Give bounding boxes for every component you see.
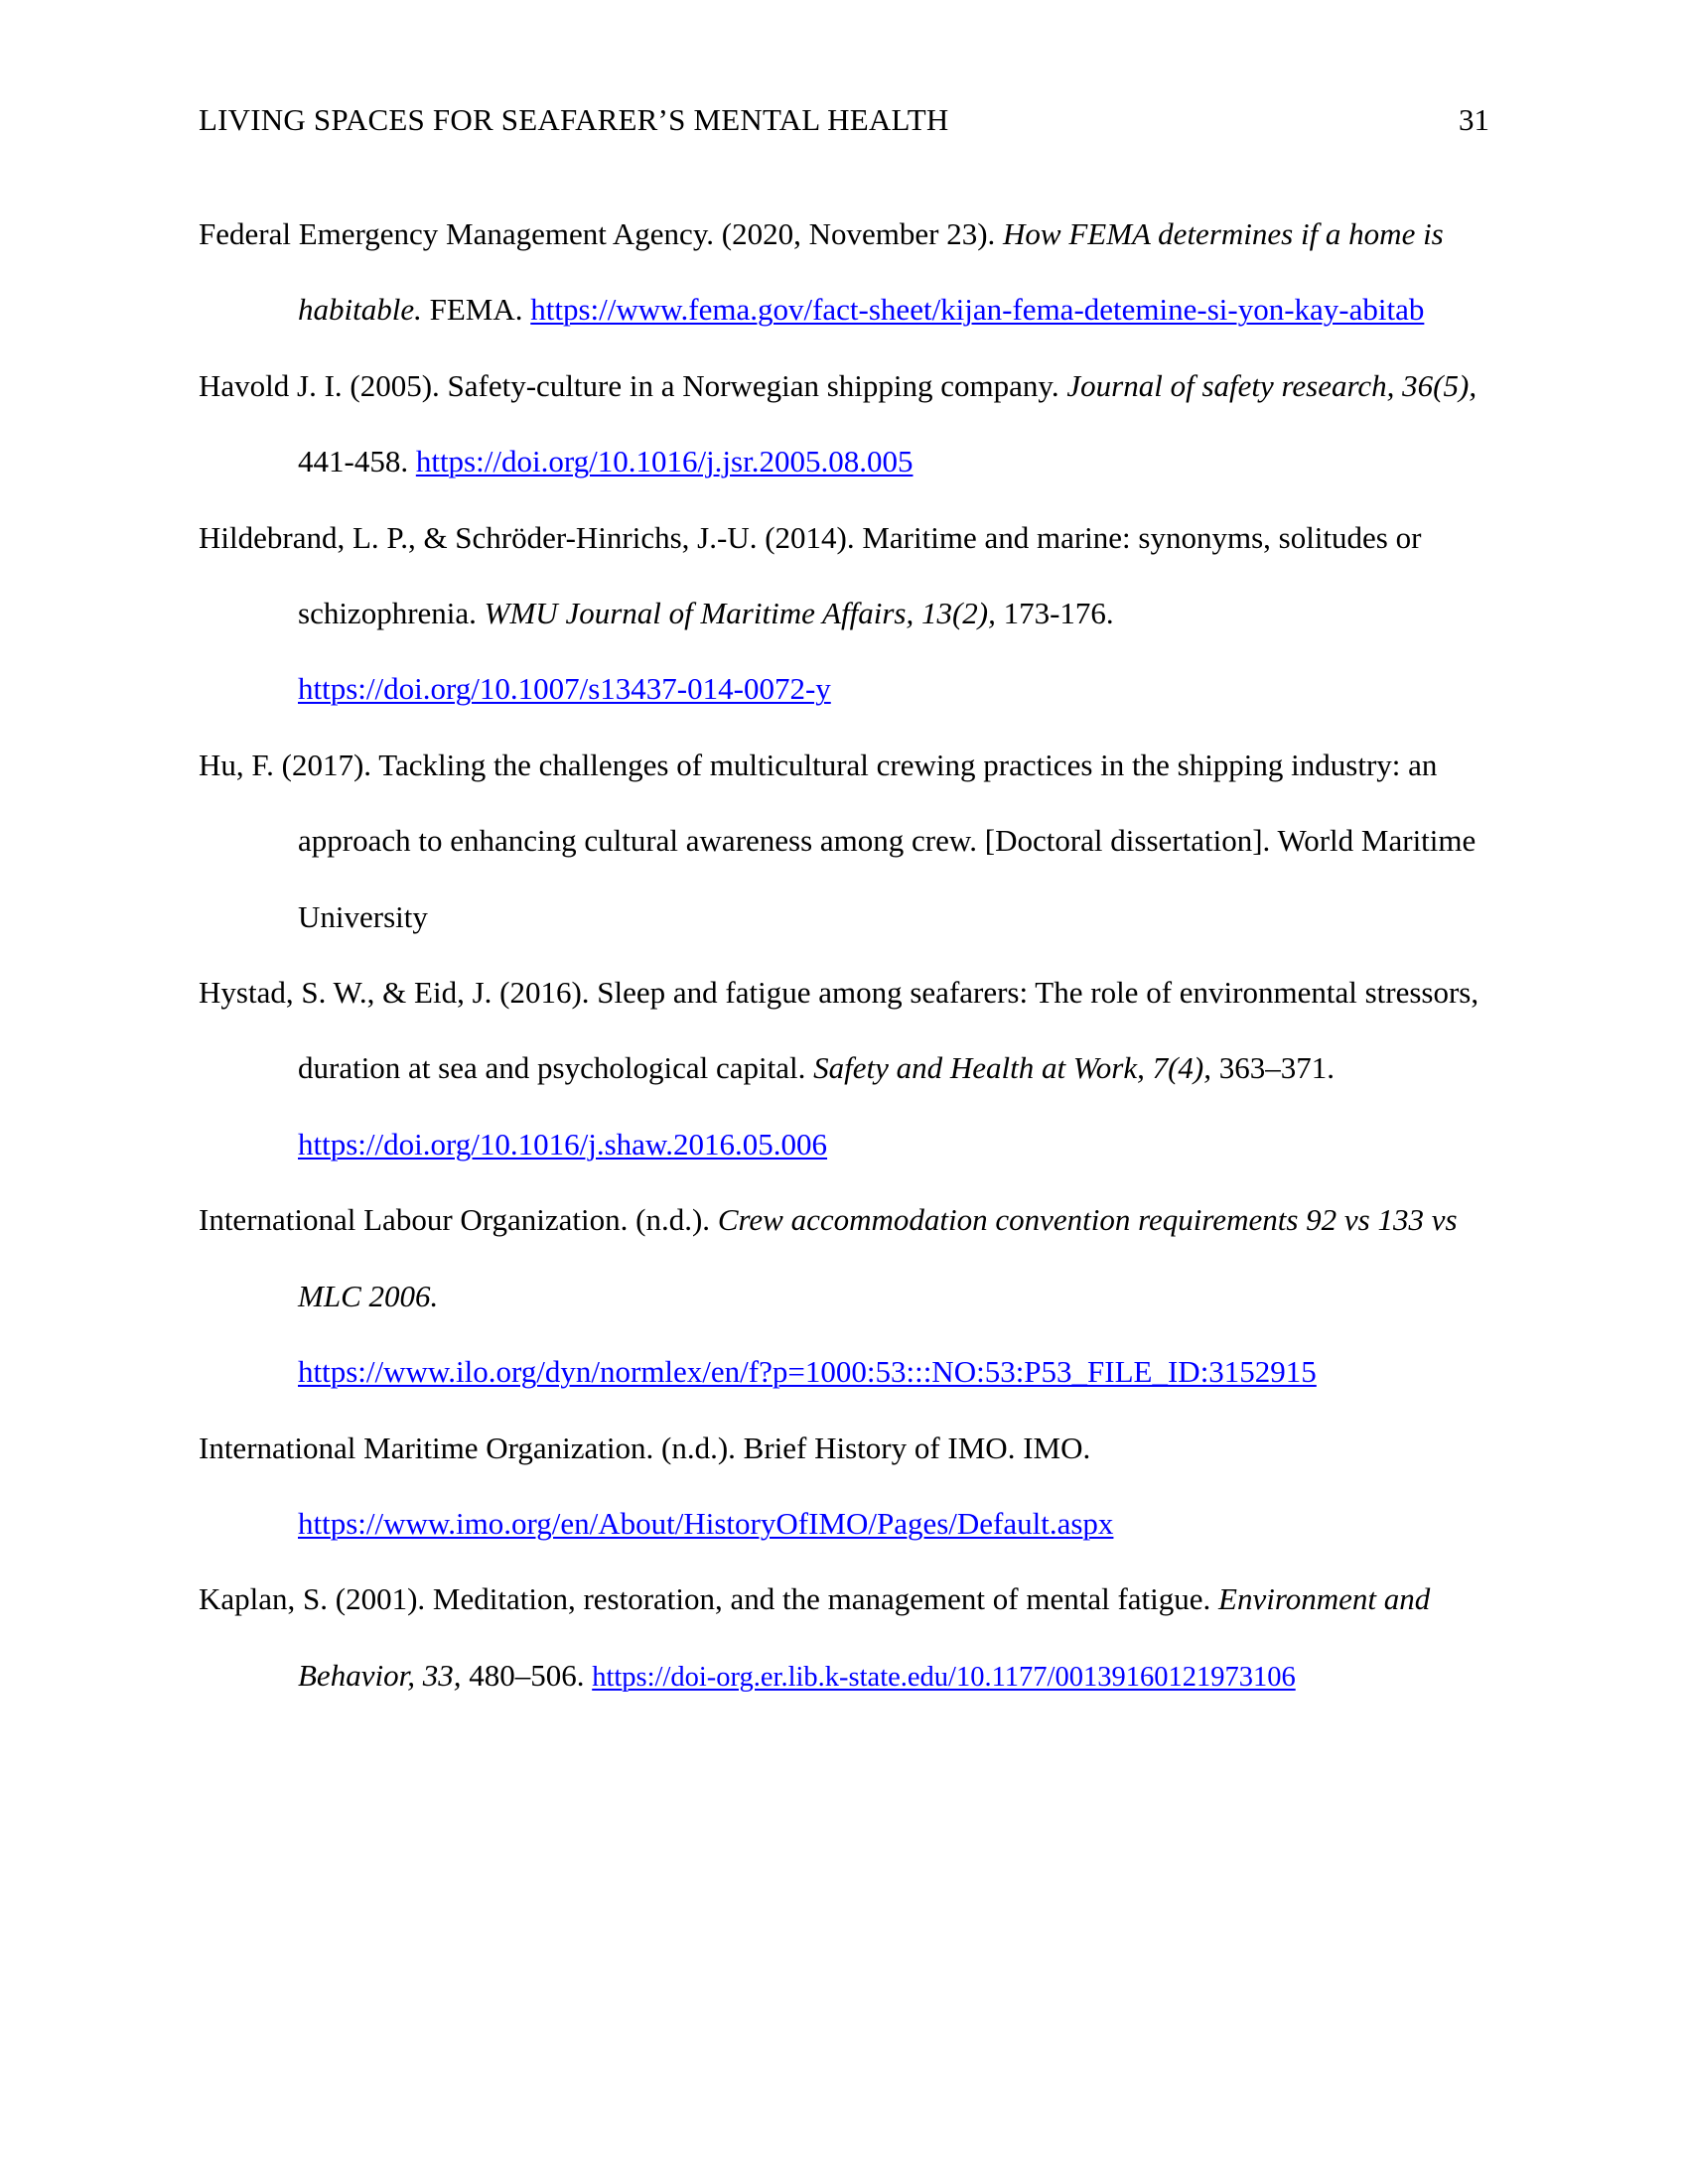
reference-text: Federal Emergency Management Agency. (2020, November 23). — [199, 216, 1004, 251]
reference-hu: Hu, F. (2017). Tackling the challenges of multicultural crewing practices in the shipping industry: an approach to enhancing cultural awareness among crew. [Doctoral dissertation]. World Maritime University — [199, 747, 1477, 934]
reference-journal: Safety and Health at Work, 7(4), — [813, 1050, 1212, 1086]
reference-text: International Maritime Organization. (n.d.). Brief History of IMO. IMO. — [199, 1430, 1091, 1465]
reference-havold — [199, 348, 1489, 500]
reference-text: Kaplan, S. (2001). Meditation, restoration, and the management of mental fatigue. — [199, 1581, 1219, 1617]
reference-link[interactable]: https://doi.org/10.1016/j.jsr.2005.08.005 — [415, 444, 914, 479]
reference-fema — [199, 197, 1489, 348]
reference-link[interactable]: https://www.ilo.org/dyn/normlex/en/f?p=1000:53:::NO:53:P53_FILE_ID:3152915 — [298, 1354, 1317, 1390]
reference-journal: WMU Journal of Maritime Affairs, 13(2), — [484, 596, 996, 631]
reference-text: 173-176. — [995, 596, 1114, 631]
reference-ilo — [199, 1182, 1489, 1410]
reference-text: 441-458. — [298, 444, 416, 479]
reference-title: Crew accommodation convention requirements 92 vs 133 vs MLC 2006. — [298, 1202, 1458, 1313]
reference-list — [199, 197, 1489, 1715]
reference-journal: Journal of safety research, 36(5), — [1066, 367, 1477, 403]
reference-link[interactable]: https://doi.org/10.1007/s13437-014-0072-y — [298, 671, 831, 707]
page-number: 31 — [1459, 102, 1489, 137]
reference-title: How FEMA determines if a home is habitable. — [298, 216, 1444, 328]
reference-text: Hildebrand, L. P., & Schröder-Hinrichs, J.-U. (2014). Maritime and marine: synonyms, solitudes or schizophrenia. — [199, 519, 1422, 631]
reference-imo — [199, 1411, 1489, 1563]
reference-link[interactable]: https://www.fema.gov/fact-sheet/kijan-fema-detemine-si-yon-kay-abitab — [530, 292, 1425, 328]
reference-text: 363–371. — [1211, 1050, 1336, 1086]
reference-hildebrand — [199, 500, 1489, 728]
reference-text: Hystad, S. W., & Eid, J. (2016). Sleep and fatigue among seafarers: The role of environmental stressors, duration at sea and psychological capital. — [199, 975, 1479, 1086]
reference-text: Havold J. I. (2005). Safety-culture in a Norwegian shipping company. — [199, 367, 1067, 403]
reference-hystad — [199, 955, 1489, 1182]
reference-kaplan — [199, 1562, 1489, 1715]
reference-text: 480–506. — [461, 1657, 593, 1693]
running-head — [199, 100, 1489, 140]
reference-journal: Environment and Behavior, 33, — [298, 1581, 1431, 1693]
reference-text: FEMA. — [421, 292, 531, 328]
reference-text: International Labour Organization. (n.d.). — [199, 1202, 718, 1238]
reference-link[interactable]: https://www.imo.org/en/About/HistoryOfIMO/Pages/Default.aspx — [298, 1505, 1114, 1541]
reference-link[interactable]: https://doi.org/10.1016/j.shaw.2016.05.006 — [298, 1126, 828, 1161]
reference-link[interactable]: https://doi-org.er.lib.k-state.edu/10.1177/00139160121973106 — [592, 1661, 1296, 1693]
running-head-title: LIVING SPACES FOR SEAFARER’S MENTAL HEALTH — [199, 102, 949, 137]
